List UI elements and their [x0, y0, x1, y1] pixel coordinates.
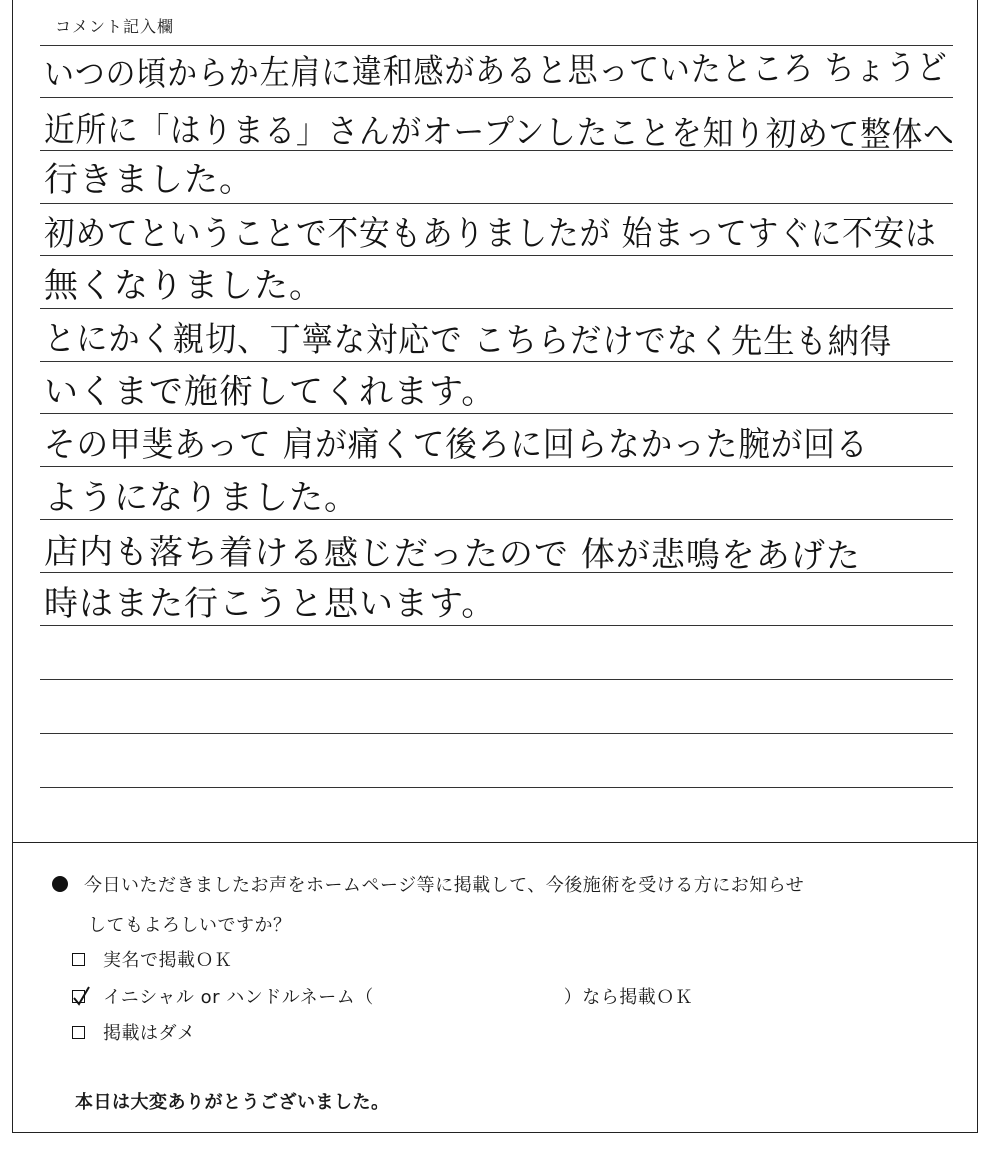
ruled-line [40, 679, 953, 680]
comment-heading: コメント記入欄 [55, 17, 175, 36]
ruled-line [40, 255, 953, 256]
ruled-line [40, 97, 953, 98]
handwritten-line-5: 無くなりました。 [44, 266, 324, 306]
thanks-message: 本日は大変ありがとうございました。 [75, 1092, 390, 1113]
ruled-line [40, 625, 953, 626]
handwritten-line-8: その甲斐あって 肩が痛くて後ろに回らなかった腕が回る [44, 425, 869, 465]
publish-consent-question [52, 866, 952, 946]
ruled-line [40, 466, 953, 467]
handwritten-line-2: 近所に「はりまる」さんがオープンしたことを知り初めて整体へ [43, 110, 955, 156]
handwritten-line-1: いつの頃からか左肩に違和感があると思っていたところ ちょうど [43, 47, 948, 95]
option-no-publish[interactable] [72, 1019, 196, 1045]
question-text-1: 今日いただきましたお声をホームページ等に掲載して、今後施術を受ける方にお知らせ [84, 875, 805, 896]
ruled-line [40, 308, 953, 309]
handwritten-line-3: 行きました。 [44, 160, 254, 200]
option-no-publish-label: 掲載はダメ [103, 1023, 196, 1044]
handwritten-line-6: とにかく親切、丁寧な対応で こちらだけでなく先生も納得 [43, 319, 893, 363]
option-real-name[interactable] [72, 946, 233, 972]
checkbox-icon[interactable] [72, 953, 85, 966]
checkbox-icon[interactable] [72, 1026, 85, 1039]
checkbox-checked-icon[interactable] [72, 990, 85, 1003]
option-initial-or-handle[interactable] [72, 983, 693, 1009]
handwritten-line-11: 時はまた行こうと思います。 [44, 584, 497, 624]
question-line-2: してもよろしいですか？ [88, 915, 292, 936]
section-divider [12, 842, 978, 843]
option-initial-label-before: イニシャル or ハンドルネーム（ [103, 987, 374, 1008]
option-initial-label-after: ）なら掲載ＯＫ [563, 987, 694, 1008]
option-real-name-label: 実名で掲載ＯＫ [103, 950, 233, 971]
handwritten-line-7: いくまで施術してくれます。 [44, 372, 497, 412]
handwritten-line-4: 初めてということで不安もありましたが 始まってすぐに不安は [44, 214, 937, 254]
ruled-line [40, 787, 953, 788]
question-line-1 [52, 866, 952, 906]
check-mark-icon [71, 985, 91, 1007]
handwritten-line-9: ようになりました。 [44, 478, 359, 518]
ruled-line [40, 203, 953, 204]
ruled-line [40, 519, 953, 520]
handwritten-line-10: 店内も落ち着ける感じだったので 体が悲鳴をあげた [43, 532, 861, 577]
bullet-icon [52, 876, 68, 892]
ruled-line [40, 45, 953, 46]
ruled-line [40, 733, 953, 734]
ruled-line [40, 413, 953, 414]
